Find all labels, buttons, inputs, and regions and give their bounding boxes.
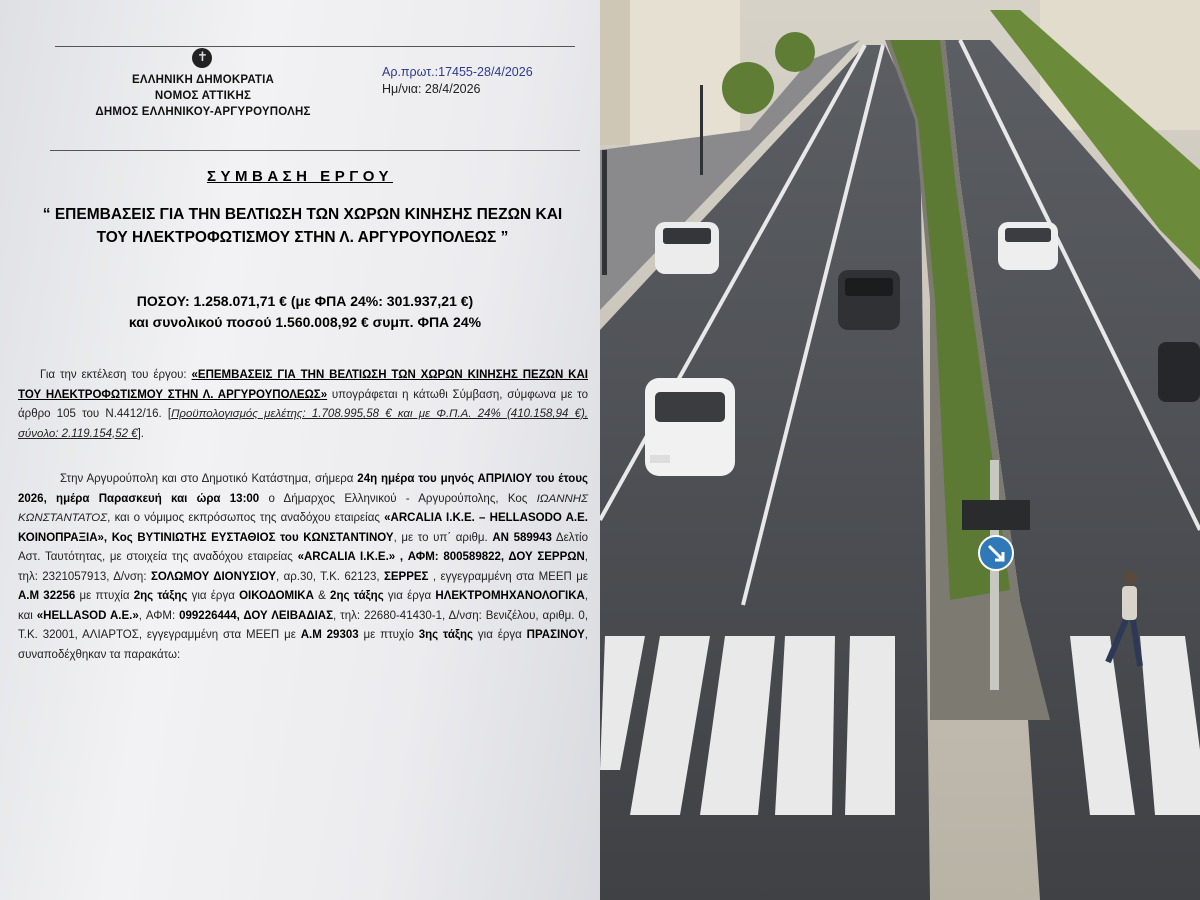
p2-s1: Στην Αργυρούπολη και στο Δημοτικό Κατάστημα, σήμερα (60, 473, 358, 485)
contract-amount (40, 291, 570, 333)
greek-emblem-icon (192, 48, 212, 68)
p2-s11: & (313, 590, 331, 602)
amount-line-2: και συνολικού ποσού 1.560.008,92 € συμπ. ΦΠΑ 24% (128, 314, 482, 330)
building-left-shade (600, 0, 630, 145)
para1-intro: Για την εκτέλεση του έργου: (40, 369, 192, 381)
para1-budget: Προϋπολογισμός μελέτης: 1.708.995,58 € και με Φ.Π.Α. 24% (410.158,94 €), σύνολο: 2.119.154,52 € (18, 408, 588, 440)
p2-s10: για έργα (187, 590, 240, 602)
p2-s2: ο Δήμαρχος Ελληνικού - Αργυρούπολης, Κος (259, 492, 537, 505)
p2-b15: 3ης τάξης (418, 629, 474, 641)
p2-s17: για έργα (473, 629, 527, 641)
document-title-text: ΣΥΜΒΑΣΗ ΕΡΓΟΥ (207, 168, 393, 185)
p2-b7: Α.Μ 32256 (18, 590, 76, 602)
car-white-near (645, 378, 735, 476)
p2-b12: «HELLASOD A.E.» (36, 609, 139, 622)
p2-s12: για έργα (383, 590, 436, 602)
p2-s13: , και (18, 590, 589, 622)
car-dark-center (838, 270, 900, 330)
p2-i1: ΙΩΑΝΝΗΣ ΚΩΝΣΤΑΝΤΑΤΟΣ (18, 492, 589, 524)
p2-b13: 099226444, ΔΟΥ ΛΕΙΒΑΔΙΑΣ (179, 609, 334, 622)
p2-b10: 2ης τάξης (330, 590, 384, 602)
p2-b16: ΠΡΑΣΙΝΟΥ (526, 629, 585, 641)
p2-s5: Δελτίο Αστ. Ταυτότητας, με στοιχεία της αναδόχου εταιρείας (18, 531, 588, 563)
p2-b9: ΟΙΚΟΔΟΜΙΚΑ (239, 590, 314, 602)
street-illustration (600, 0, 1200, 900)
p2-b4: «ARCALIA I.K.E.» , ΑΦΜ: 800589822, ΔΟΥ ΣΕΡΡΩΝ (297, 551, 585, 563)
street-lamp-left (602, 150, 607, 275)
p2-s9: με πτυχία (75, 590, 134, 602)
header-top-rule (55, 46, 575, 47)
paragraph-execution (18, 366, 588, 444)
p2-b5: ΣΟΛΩΜΟΥ ΔΙΟΝΥΣΙΟΥ (150, 570, 276, 583)
p2-s7: , αρ.30, Τ.Κ. 62123, (276, 570, 384, 583)
p2-b11: ΗΛΕΚΤΡΟΜΗΧΑΝΟΛΟΓΙΚΑ (435, 590, 585, 602)
para1-project: «ΕΠΕΜΒΑΣΕΙΣ ΓΙΑ ΤΗΝ ΒΕΛΤΙΩΣΗ ΤΩΝ ΧΩΡΩΝ ΚΙΝΗΣΗΣ ΠΕΖΩΝ ΚΑΙ ΤΟΥ ΗΛΕΚΤΡΟΦΩΤΙΣΜΟΥ ΣΤΗΝ Λ. ΑΡΓΥΡΟΥΠΟΛΕΩΣ» (18, 369, 588, 401)
amount-line-1: ΠΟΣΟΥ: 1.258.071,71 € (με ΦΠΑ 24%: 301.937,21 €) (136, 293, 474, 309)
document-date: Ημ/νια: 28/4/2026 (382, 82, 481, 96)
traffic-light (962, 500, 1030, 530)
p2-b8: 2ης τάξης (133, 590, 188, 602)
p2-s6: , τηλ: 2321057913, Δ/νση: (18, 551, 588, 583)
p2-b1: 24η ημέρα του μηνός ΑΠΡΙΛΙΟΥ του έτους 2026, ημέρα Παρασκευή και ώρα 13:00 (18, 473, 588, 505)
p2-s14: , ΑΦΜ: (138, 609, 180, 622)
municipality-text: ΔΗΜΟΣ ΕΛΛΗΝΙΚΟΥ-ΑΡΓΥΡΟΥΠΟΛΗΣ (95, 106, 311, 118)
p2-b6: ΣΕΡΡΕΣ (383, 570, 429, 583)
p2-s15: , τηλ: 22680-41430-1, Δ/νση: Βενιζέλου, αριθμ. 0, Τ.Κ. 32001, ΑΛΙΑΡΤΟΣ, εγγεγραμμένη στα ΜΕΕΠ με (18, 609, 589, 641)
p2-s4: , με το υπ΄ αριθμ. (393, 531, 493, 544)
para1-end: ]. (137, 427, 144, 440)
car-white-right (998, 222, 1058, 270)
republic-text: ΕΛΛΗΝΙΚΗ ΔΗΜΟΚΡΑΤΙΑ (131, 74, 275, 86)
p2-b2: «ARCALIA I.K.E. – HELLASODO A.E. ΚΟΙΝΟΠΡΑΞΙΑ», Κος ΒΥΤΙΝΙΩΤΗΣ ΕΥΣΤΑΘΙΟΣ του ΚΩΝΣΤΑΝΤΙΝΟΥ (18, 512, 588, 544)
p2-b3: ΑΝ 589943 (492, 531, 552, 544)
issuer-block (78, 72, 328, 120)
p2-s8: , εγγεγραμμένη στα ΜΕΕΠ με (428, 570, 588, 583)
protocol-block (382, 64, 533, 98)
project-subject: “ ΕΠΕΜΒΑΣΕΙΣ ΓΙΑ ΤΗΝ ΒΕΛΤΙΩΣΗ ΤΩΝ ΧΩΡΩΝ ΚΙΝΗΣΗΣ ΠΕΖΩΝ ΚΑΙ ΤΟΥ ΗΛΕΚΤΡΟΦΩΤΙΣΜΟΥ ΣΤΗΝ Λ. ΑΡΓΥΡΟΥΠΟΛΕΩΣ ” (42, 206, 563, 246)
prefecture-text: ΝΟΜΟΣ ΑΤΤΙΚΗΣ (154, 90, 252, 102)
document-title (0, 168, 600, 185)
tree-1 (722, 62, 774, 114)
p2-s3: , και ο νόμιμος εκπρόσωπος της αναδόχου εταιρείας (107, 512, 385, 524)
street-rendering (600, 0, 1200, 900)
street-lamp-mid (700, 85, 703, 175)
header-bottom-rule (50, 150, 580, 151)
p2-s18: , συναποδέχθηκαν τα παρακάτω: (18, 629, 588, 661)
sign-pole (990, 460, 999, 690)
p2-s16: με πτυχίο (358, 629, 419, 641)
p2-b14: Α.Μ 29303 (300, 629, 359, 641)
para1-mid: υπογράφεται η κάτωθι Σύμβαση, σύμφωνα με το άρθρο 105 του Ν.4412/16. [ (18, 388, 589, 420)
paragraph-parties (18, 470, 588, 665)
car-white-far (655, 222, 719, 274)
tree-2 (775, 32, 815, 72)
car-dark-edge (1158, 342, 1200, 402)
protocol-number: Αρ.πρωτ.:17455-28/4/2026 (382, 65, 533, 79)
